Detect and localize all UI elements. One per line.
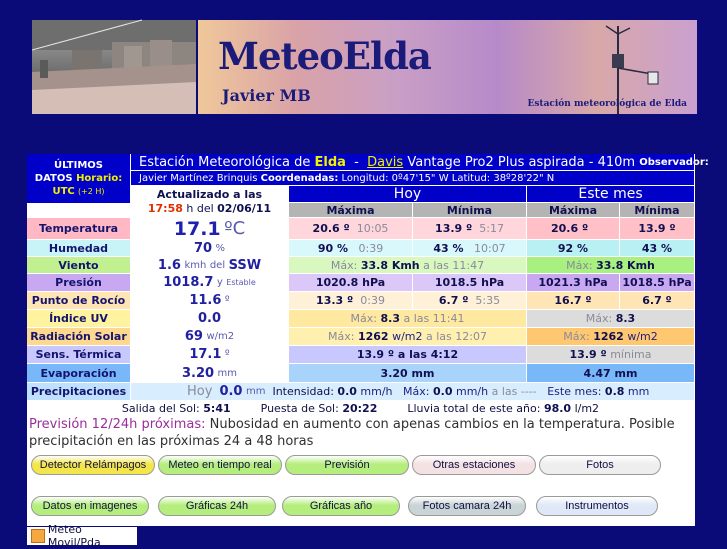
feel-mes-post: mínima: [610, 348, 652, 361]
forecast-button[interactable]: Previsión: [285, 455, 409, 475]
sunset-value: 20:22: [342, 401, 378, 415]
station-title: [131, 154, 709, 171]
precip-mes-unit: mm: [627, 385, 650, 398]
webcam-image[interactable]: [32, 20, 196, 114]
dew-hoy-max-time: 0:39: [360, 294, 385, 307]
lightning-detector-button[interactable]: Detector Relámpagos: [31, 455, 155, 475]
value-evaporacion: [131, 364, 289, 383]
wind-unit: kmh: [184, 259, 207, 271]
rain-year-unit: l/m2: [574, 401, 600, 415]
dew-hoy-max-val: 13.3 º: [316, 294, 354, 307]
updated-date: 02/06/11: [217, 201, 272, 215]
hum-hoy-min: [413, 240, 527, 257]
value-termica: [131, 346, 289, 364]
dew-hoy-min: [413, 292, 527, 310]
feel-mes: [527, 346, 695, 364]
sunrise-label: Salida del Sol:: [121, 401, 200, 415]
data-images-button[interactable]: Datos en imagenes: [31, 496, 149, 516]
temp-hoy-max-time: 10:05: [356, 222, 389, 235]
value-viento: [131, 257, 289, 274]
wind-mes-val: 33.8 Kmh: [596, 258, 655, 272]
dew-number: 11.6: [189, 293, 222, 308]
precip-hoy-label: Hoy: [187, 384, 213, 399]
observer-name: Javier Martínez Brinquis: [139, 172, 258, 184]
sunset-label: Puesta de Sol:: [260, 401, 339, 415]
value-radiacion: [131, 328, 289, 346]
uv-mes-val: 8.3: [615, 312, 636, 325]
last-data-header: [27, 154, 131, 204]
feel-unit: º: [224, 349, 230, 360]
temp-number: 17.1: [173, 217, 221, 240]
precip-mes-value: 0.8: [604, 385, 625, 398]
hum-hoy-max: [289, 240, 413, 257]
title-panel: [198, 20, 697, 114]
rad-hoy-pre: Máx:: [328, 330, 355, 343]
row-label-evaporacion: Evaporación: [27, 364, 131, 383]
wind-number: 1.6: [157, 257, 181, 273]
temp-unit: ºC: [224, 218, 246, 239]
rad-hoy: [289, 328, 527, 346]
pres-mes-min: 1018.5 hPa: [620, 274, 695, 292]
rain-year-value: 98.0: [543, 401, 572, 415]
temp-hoy-max: [289, 218, 413, 240]
pres-y: y: [216, 277, 223, 288]
temp-hoy-max-val: 20.6 º: [312, 222, 350, 235]
value-temperatura: [131, 218, 289, 240]
dew-mes-max: 16.7 º: [527, 292, 620, 310]
dew-hoy-max: [289, 292, 413, 310]
feel-hoy: 13.9 º a las 4:12: [289, 346, 527, 364]
hum-hoy-max-time: 0:39: [358, 241, 384, 255]
dew-hoy-min-time: 5:35: [475, 294, 501, 307]
station-prefix: Estación Meteorológica de: [139, 154, 311, 170]
hum-unit: %: [215, 242, 226, 254]
updated-mid: h del: [186, 201, 214, 215]
hum-hoy-min-val: 43 %: [433, 241, 464, 255]
wind-mes-pre: Máx:: [566, 258, 593, 272]
value-presion: [131, 274, 289, 292]
other-stations-button[interactable]: Otras estaciones: [412, 455, 536, 475]
hum-number: 70: [193, 240, 213, 256]
rad-hoy-post: a las 12:07: [426, 330, 487, 343]
updated-label: Actualizado a las: [156, 187, 263, 201]
wind-hoy-val: 33.8 Kmh: [360, 258, 420, 272]
wind-dir: SSW: [228, 257, 262, 273]
mobile-icon: [31, 529, 45, 543]
coords-label: Coordenadas:: [260, 172, 339, 184]
title-dash: -: [354, 154, 359, 170]
pres-trend: Estable: [226, 278, 256, 287]
evap-number: 3.20: [181, 365, 215, 381]
value-uv: 0.0: [131, 310, 289, 328]
sunrise-value: 5:41: [203, 401, 231, 415]
photos-button[interactable]: Fotos: [539, 455, 661, 475]
updated-time: 17:58: [147, 201, 183, 215]
pres-number: 1018.7: [163, 275, 214, 290]
hum-hoy-max-val: 90 %: [317, 241, 348, 255]
uv-hoy-pre: Máx:: [350, 312, 377, 325]
row-label-precip: Precipitaciones: [27, 383, 131, 401]
hoy-max-header: Máxima: [289, 203, 413, 218]
precip-value: 0.0: [219, 384, 243, 399]
uv-hoy-val: 8.3: [380, 312, 400, 325]
value-humedad: [131, 240, 289, 257]
instruments-button[interactable]: Instrumentos: [536, 496, 658, 516]
row-label-presion: Presión: [27, 274, 131, 292]
row-label-rocio: Punto de Rocío: [27, 292, 131, 310]
row-label-viento: Viento: [27, 257, 131, 274]
wind-hoy-post: a las 11:47: [423, 258, 485, 272]
header-spacer: [27, 204, 131, 218]
feel-mes-val: 13.9 º: [569, 348, 607, 361]
rad-mes-pre: Máx:: [563, 330, 590, 343]
station-details: [131, 171, 695, 186]
updated-at: [131, 186, 289, 218]
rad-mes-unit: w/m2: [627, 330, 658, 343]
graphs-24h-button[interactable]: Gráficas 24h: [158, 496, 276, 516]
feel-number: 17.1: [189, 347, 222, 362]
hum-hoy-min-time: 10:07: [473, 241, 506, 255]
uv-mes-pre: Máx:: [585, 312, 613, 325]
site-banner: [32, 20, 697, 114]
precip-max-post: a las ----: [491, 385, 537, 398]
uv-mes: [527, 310, 695, 328]
rad-hoy-unit: w/m2: [392, 330, 423, 343]
row-label-temperatura: Temperatura: [27, 218, 131, 240]
webcam-scene: [32, 20, 196, 114]
pres-mes-max: 1021.3 hPa: [527, 274, 620, 292]
temp-mes-min: 13.9 º: [620, 218, 695, 240]
sun-row: [27, 401, 695, 416]
wind-mes: [527, 257, 695, 274]
datos-label: DATOS: [34, 173, 73, 184]
precip-mes-label: Este mes:: [547, 385, 602, 398]
station-model: Vantage Pro2 Plus aspirada - 410m: [407, 154, 636, 170]
intens-value: 0.0: [337, 385, 357, 398]
row-label-radiacion: Radiación Solar: [27, 328, 131, 346]
nav-buttons: [27, 450, 695, 526]
weather-data-table: [27, 154, 709, 416]
hoy-header: Hoy: [289, 186, 527, 203]
mes-max-header: Máxima: [527, 203, 620, 218]
realtime-button[interactable]: Meteo en tiempo real: [158, 455, 282, 475]
temp-hoy-min-val: 13.9 º: [435, 222, 473, 235]
davis-link[interactable]: Davis: [367, 154, 404, 170]
horario-label: Horario:: [76, 173, 123, 184]
uv-hoy: [289, 310, 527, 328]
evap-hoy: 3.20 mm: [289, 364, 527, 383]
mobile-link[interactable]: [27, 523, 137, 549]
temp-hoy-min: [413, 218, 527, 240]
station-town: Elda: [314, 154, 346, 170]
value-rocio: [131, 292, 289, 310]
wind-del: del: [209, 259, 226, 271]
temp-hoy-min-time: 5:17: [479, 222, 504, 235]
graphs-year-button[interactable]: Gráficas año: [282, 496, 400, 516]
camera-24h-button[interactable]: Fotos camara 24h: [408, 496, 526, 516]
precip-row: [131, 383, 695, 401]
precip-max-value: 0.0: [432, 385, 453, 398]
wind-hoy-pre: Máx:: [330, 258, 358, 272]
intens-unit: mm/h: [360, 385, 393, 398]
hum-mes-max: 92 %: [527, 240, 620, 257]
wind-hoy: [289, 257, 527, 274]
utc-label: UTC: [52, 186, 75, 197]
precip-max-label: Máx:: [403, 385, 430, 398]
site-author: Javier MB: [222, 86, 311, 105]
pres-hoy-min: 1018.5 hPa: [413, 274, 527, 292]
observer-label: Observador:: [639, 156, 709, 168]
dew-hoy-min-val: 6.7 º: [438, 294, 469, 307]
hum-mes-min: 43 %: [620, 240, 695, 257]
forecast-text: Nubosidad en aumento con apenas cambios en la temperatura. Posible precipitación en las próximas 24 a 48 horas: [29, 417, 675, 449]
hoy-min-header: Mínima: [413, 203, 527, 218]
uv-hoy-post: a las 11:41: [403, 312, 465, 325]
rain-year-label: Lluvia total de este año:: [407, 401, 541, 415]
dew-mes-min: 6.7 º: [620, 292, 695, 310]
station-caption: Estación meteorológica de Elda: [527, 99, 687, 109]
dew-unit: º: [224, 295, 230, 306]
rad-number: 69: [184, 329, 203, 344]
rad-hoy-val: 1262: [357, 330, 389, 343]
coords-value: Longitud: 0º47'15" W Latitud: 38º28'22" N: [341, 172, 555, 184]
rad-mes: [527, 328, 695, 346]
este-mes-header: Este mes: [527, 186, 695, 203]
forecast-title: Previsión 12/24h próximas:: [29, 417, 206, 432]
pres-hoy-max: 1020.8 hPa: [289, 274, 413, 292]
precip-unit: mm: [245, 386, 266, 397]
row-label-uv: Índice UV: [27, 310, 131, 328]
rad-unit: w/m2: [206, 331, 235, 342]
forecast-box: [27, 416, 695, 450]
precip-max-unit: mm/h: [455, 385, 489, 398]
mes-min-header: Mínima: [620, 203, 695, 218]
row-label-humedad: Humedad: [27, 240, 131, 257]
temp-mes-max: 20.6 º: [527, 218, 620, 240]
intens-label: Intensidad:: [272, 385, 334, 398]
mobile-label: Meteo Movil/Pda: [47, 523, 101, 549]
row-label-termica: Sens. Térmica: [27, 346, 131, 364]
evap-unit: mm: [217, 367, 238, 379]
ultimos-label: ÚLTIMOS: [53, 160, 104, 171]
utc-offset: (+2 H): [77, 187, 105, 196]
evap-mes: 4.47 mm: [527, 364, 695, 383]
site-title[interactable]: MeteoElda: [218, 34, 431, 78]
rad-mes-val: 1262: [593, 330, 624, 343]
